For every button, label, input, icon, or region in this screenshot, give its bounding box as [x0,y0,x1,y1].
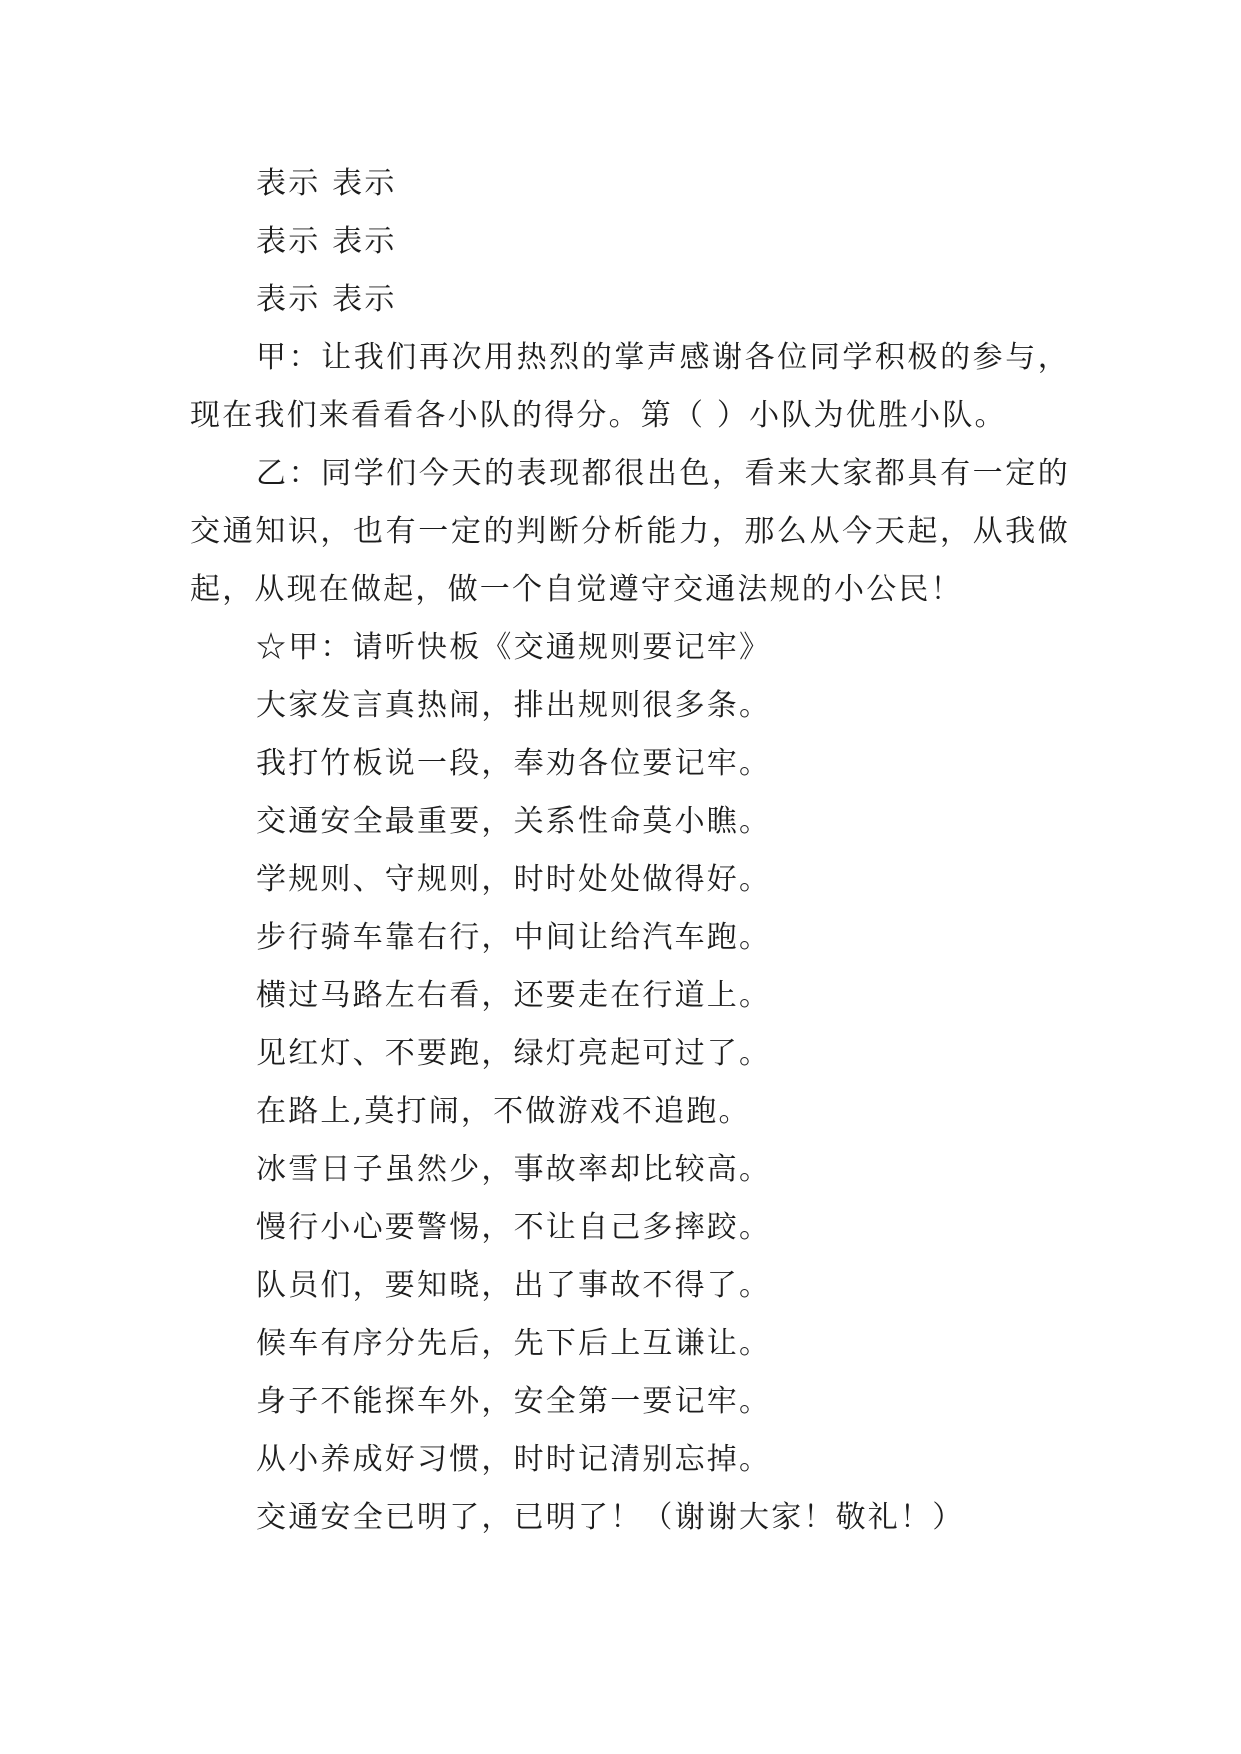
verse-line: 在路上,莫打闹，不做游戏不追跑。 [256,1094,751,1129]
verse-line: 见红灯、不要跑，绿灯亮起可过了。 [256,1036,772,1071]
performance-title: ☆甲：请听快板《交通规则要记牢》 [256,630,772,665]
document-body [190,155,1070,1547]
verse-line: 冰雪日子虽然少，事故率却比较高。 [256,1152,772,1187]
paragraph-jia: 甲：让我们再次用热烈的掌声感谢各位同学积极的参与，现在我们来看看各小队的得分。第（ ）小队为优胜小队。 [190,340,1070,433]
text-line: 表示 表示 [256,282,397,317]
verse-line: 我打竹板说一段，奉劝各位要记牢。 [256,746,772,781]
verse-line: 交通安全已明了，已明了！（谢谢大家！敬礼！） [256,1500,965,1535]
verse-line: 队员们，要知晓，出了事故不得了。 [256,1268,772,1303]
verse-line: 候车有序分先后，先下后上互谦让。 [256,1326,772,1361]
text-line: 表示 表示 [256,224,397,259]
verse-line: 大家发言真热闹，排出规则很多条。 [256,688,772,723]
text-line: 表示 表示 [256,166,397,201]
paragraph-yi: 乙：同学们今天的表现都很出色，看来大家都具有一定的交通知识，也有一定的判断分析能力，那么从今天起，从我做起，从现在做起，做一个自觉遵守交通法规的小公民！ [190,456,1070,607]
verse-line: 从小养成好习惯，时时记清别忘掉。 [256,1442,772,1477]
verse-line: 横过马路左右看，还要走在行道上。 [256,978,772,1013]
verse-line: 步行骑车靠右行，中间让给汽车跑。 [256,920,772,955]
verse-line: 交通安全最重要，关系性命莫小瞧。 [256,804,772,839]
verse-line: 慢行小心要警惕，不让自己多摔跤。 [256,1210,772,1245]
verse-line: 身子不能探车外，安全第一要记牢。 [256,1384,772,1419]
verse-line: 学规则、守规则，时时处处做得好。 [256,862,772,897]
